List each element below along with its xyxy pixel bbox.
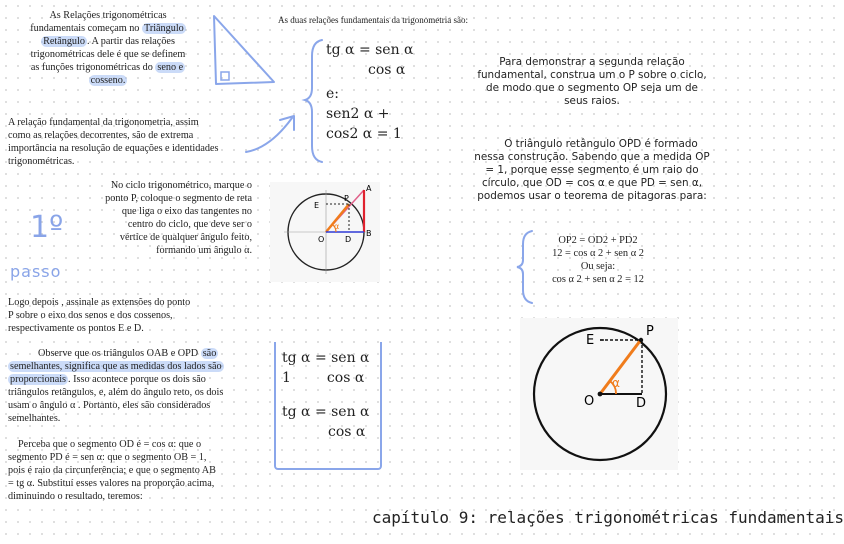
arrow-icon <box>240 100 310 160</box>
label-P-right: P <box>646 324 654 339</box>
label-O: O <box>318 235 325 244</box>
label-D: D <box>345 235 352 244</box>
label-alpha-right: α <box>612 376 620 390</box>
label-P: P <box>344 194 349 203</box>
triangle-paragraph: O triângulo retângulo OPD é formado nessa construção. Sabendo que a medida OP = 1, porque esse segmento é um raio do círculo, que OD = cos α e que PD = sen α, podemos usar o teorema de pitagoras para: <box>474 138 710 202</box>
relation-paragraph: A relação fundamental da trigonometria, assim como as relações decorrentes, são de extrema importância na resolução de equações e identidades trigonométricas. <box>8 117 219 167</box>
label-E-right: E <box>586 333 595 348</box>
intro-paragraph: As Relações trigonométricas fundamentais começam no Triângulo Retângulo . A partir das relações trigonométricas dele é que se definem as funções trigonométricas do seno e cosseno. <box>30 10 186 86</box>
label-alpha: α <box>334 222 340 231</box>
brace-icon <box>302 36 326 166</box>
cycle-paragraph: No ciclo trigonométrico, marque o ponto P, coloque o segmento de reta que liga o eixo das tangentes no centro do ciclo, que deve ser o vértice de qualquer ângulo feito, formando um ângulo α. <box>105 180 252 256</box>
step-word: passo <box>10 262 62 281</box>
unit-circle-diagram <box>520 318 678 470</box>
trig-cycle-svg <box>270 182 380 282</box>
boxed-derivation: tg α = sen α 1 cos α tg α = sen α cos α <box>274 342 382 470</box>
demonstration-paragraph: Para demonstrar a segunda relação fundamental, construa um o P sobre o ciclo, de modo que o segmento OP seja um de seus raios. <box>477 56 707 107</box>
pythagoras-block: OP2 = OD2 + PD2 12 = cos α 2 + sen α 2 Ou seja: cos α 2 + sen α 2 = 12 <box>552 235 644 285</box>
relation-tangent: tg α = sen α cos α e: sen2 α + cos2 α = 1 <box>326 42 414 142</box>
extensions-paragraph: Logo depois , assinale as extensões do ponto P sobre o eixo dos senos e dos cossenos, respectivamente os pontos E e D. <box>8 297 191 334</box>
substitution-paragraph: Perceba que o segmento OD é = cos α: que o segmento PD é = sen α: que o segmento OB = 1, pois é raio da circunferência; e que o segmento AB = tg α. Substituí esses valores na proporção acima, diminuindo o resultado, teremos: <box>8 439 216 502</box>
relations-heading: As duas relações fundamentais da trigonometria são: <box>278 15 468 25</box>
label-E: E <box>314 201 320 210</box>
label-D-right: D <box>636 396 647 411</box>
trig-cycle-diagram <box>270 182 380 282</box>
step-number: 1º <box>30 210 64 245</box>
label-O-right: O <box>584 394 595 409</box>
unit-circle-svg <box>520 318 678 470</box>
label-A: A <box>366 184 372 193</box>
right-triangle-sketch <box>208 12 278 92</box>
label-B: B <box>366 229 372 238</box>
chapter-title: capítulo 9: relações trigonométricas fundamentais <box>372 508 844 527</box>
similarity-paragraph: Observe que os triângulos OAB e OPD são semelhantes, significa que as medidas dos lados são proporcionais . Isso acontece porque os dois são triângulos retângulos, e, além do ângulo reto, os dois usam o ângulo α . Portanto, eles são considerados semelhantes. <box>8 348 224 424</box>
